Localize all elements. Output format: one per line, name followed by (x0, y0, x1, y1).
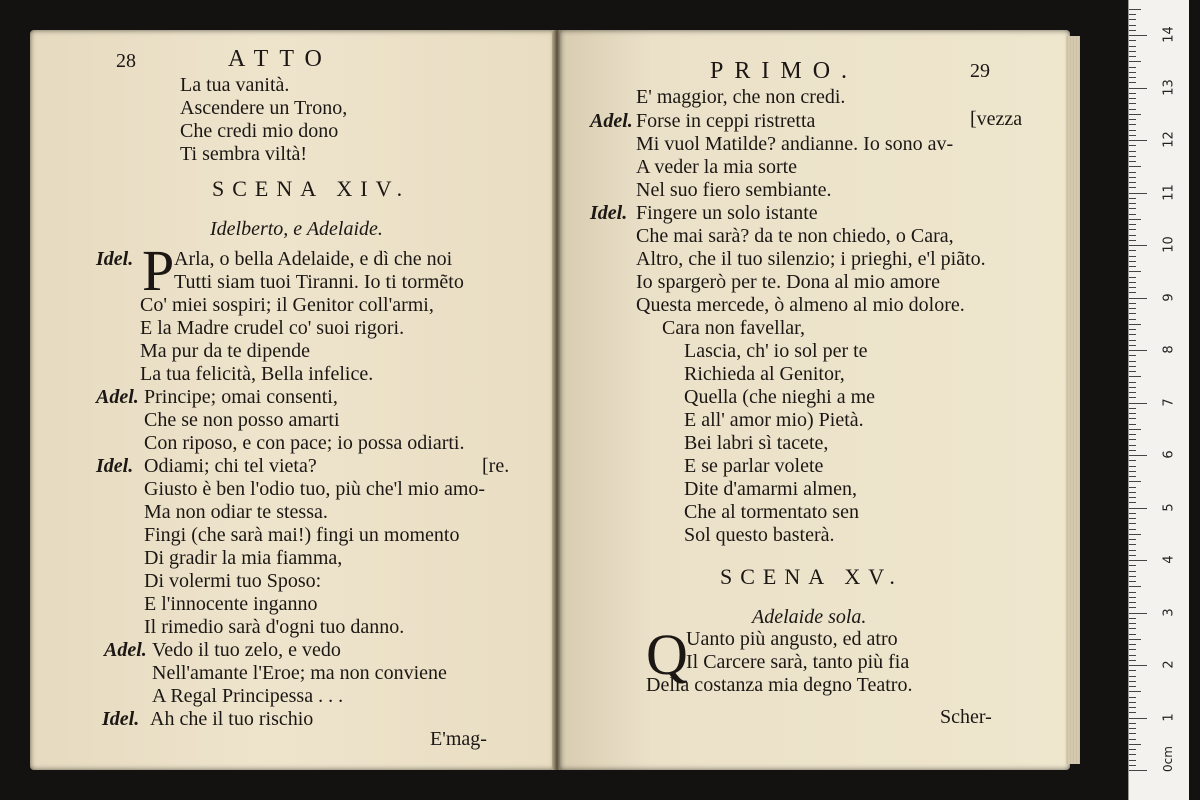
ruler-tick (1129, 518, 1136, 519)
ruler-tick (1129, 476, 1136, 477)
text-line: A Regal Principessa . . . (152, 685, 344, 707)
ruler-tick (1129, 733, 1136, 734)
ruler-tick (1129, 655, 1136, 656)
ruler-tick (1129, 161, 1136, 162)
ruler-tick (1129, 355, 1136, 356)
ruler-tick (1129, 387, 1136, 388)
ruler-tick (1129, 140, 1147, 141)
drop-cap: P (142, 238, 175, 303)
ruler-number: 14 (1161, 26, 1177, 43)
ruler-tick (1129, 691, 1141, 692)
text-line: Forse in ceppi ristretta (636, 110, 816, 132)
ruler-tick (1129, 508, 1147, 509)
ruler-number: 2 (1161, 660, 1177, 669)
ruler-tick (1129, 198, 1136, 199)
ruler-tick (1129, 287, 1136, 288)
ruler-tick (1129, 560, 1147, 561)
aria-line: E all' amor mio) Pietà. (684, 409, 864, 431)
text-line: Questa mercede, ò almeno al mio dolore. (636, 294, 965, 316)
ruler-tick (1129, 261, 1136, 262)
ruler-tick (1129, 665, 1147, 666)
ruler-tick (1129, 61, 1141, 62)
ruler-tick (1129, 513, 1136, 514)
ruler-tick (1129, 481, 1141, 482)
text-line: E' maggior, che non credi. (636, 86, 846, 108)
ruler-tick (1129, 408, 1136, 409)
ruler-tick (1129, 376, 1141, 377)
ruler-tick (1129, 565, 1136, 566)
ruler-tick (1129, 676, 1136, 677)
text-line: Fingi (che sarà mai!) fingi un momento (144, 524, 460, 546)
ruler-tick (1129, 670, 1136, 671)
ruler-tick (1129, 460, 1136, 461)
ruler-tick (1129, 82, 1136, 83)
text-line: Tutti siam tuoi Tiranni. Io ti tormẽto (174, 271, 464, 293)
speaker-label: Adel. (104, 639, 147, 661)
ruler-tick (1129, 308, 1136, 309)
ruler-tick (1129, 534, 1141, 535)
ruler-tick (1129, 413, 1136, 414)
ruler-tick (1129, 130, 1136, 131)
ruler-tick (1129, 418, 1136, 419)
aria-line: Che al tormentato sen (684, 501, 859, 523)
aria-line: Quella (che nieghi a me (684, 386, 876, 408)
text-line: Di gradir la mia fiamma, (144, 547, 343, 569)
aria-line: E se parlar volete (684, 455, 824, 477)
ruler-tick (1129, 529, 1136, 530)
text-line: Ma non odiar te stessa. (144, 501, 328, 523)
ruler-tick (1129, 634, 1136, 635)
text-line: Ascendere un Trono, (180, 97, 348, 119)
right-page (560, 30, 1070, 770)
text-line: A veder la mia sorte (636, 156, 798, 178)
ruler-tick (1129, 98, 1136, 99)
scene-characters: Adelaide sola. (752, 606, 867, 628)
text-line: Con riposo, e con pace; io possa odiarti. (144, 432, 465, 454)
text-line: Uanto più angusto, ed atro (686, 628, 898, 650)
ruler-tick (1129, 581, 1136, 582)
ruler-tick (1129, 224, 1136, 225)
text-line: Altro, che il tuo silenzio; i prieghi, e'l piãto. (636, 248, 986, 270)
ruler-tick (1129, 235, 1136, 236)
drop-cap: Q (646, 622, 688, 687)
aria-line: Lascia, ch' io sol per te (684, 340, 868, 362)
text-line: Co' miei sospiri; il Genitor coll'armi, (140, 294, 434, 316)
ruler-tick (1129, 571, 1136, 572)
text-line: La tua vanità. (180, 74, 290, 96)
ruler-tick (1129, 739, 1136, 740)
ruler-tick (1129, 754, 1136, 755)
ruler-tick (1129, 88, 1147, 89)
ruler-tick (1129, 219, 1141, 220)
ruler-tick (1129, 681, 1136, 682)
left-page (30, 30, 555, 770)
ruler-tick (1129, 177, 1136, 178)
ruler-tick (1129, 361, 1136, 362)
ruler-number: 12 (1161, 131, 1177, 148)
text-line: Il rimedio sarà d'ogni tuo danno. (144, 616, 405, 638)
ruler-tick (1129, 19, 1136, 20)
ruler-tick (1129, 319, 1136, 320)
ruler-tick (1129, 492, 1136, 493)
ruler-tick (1129, 471, 1136, 472)
ruler-number: 3 (1161, 607, 1177, 617)
ruler-tick (1129, 723, 1136, 724)
ruler-tick (1129, 187, 1136, 188)
ruler-tick (1129, 72, 1136, 73)
text-line: La tua felicità, Bella infelice. (140, 363, 374, 385)
ruler-tick (1129, 214, 1136, 215)
ruler-tick (1129, 35, 1147, 36)
ruler-tick (1129, 744, 1141, 745)
turnover-text: [re. (482, 455, 510, 477)
ruler-tick (1129, 702, 1136, 703)
ruler-tick (1129, 303, 1136, 304)
ruler-tick (1129, 434, 1136, 435)
ruler-tick (1129, 245, 1147, 246)
ruler-tick (1129, 602, 1136, 603)
ruler-tick (1129, 182, 1136, 183)
ruler-tick (1129, 544, 1136, 545)
ruler-tick (1129, 697, 1136, 698)
ruler-tick (1129, 282, 1136, 283)
page-edges (1066, 36, 1080, 764)
catchword: Scher- (940, 706, 992, 728)
ruler-number: 11 (1161, 183, 1177, 201)
ruler-tick (1129, 40, 1136, 41)
ruler-number: 10 (1161, 236, 1177, 253)
ruler-tick (1129, 151, 1136, 152)
ruler-tick (1129, 550, 1136, 551)
ruler-tick (1129, 56, 1136, 57)
text-line: Ti sembra viltà! (180, 143, 308, 165)
ruler-tick (1129, 586, 1141, 587)
text-line: Che se non posso amarti (144, 409, 340, 431)
ruler-tick (1129, 455, 1147, 456)
ruler-tick (1129, 397, 1136, 398)
ruler-tick (1129, 266, 1136, 267)
ruler-tick (1129, 623, 1136, 624)
ruler-tick (1129, 539, 1136, 540)
ruler-tick (1129, 193, 1147, 194)
ruler-tick (1129, 25, 1136, 26)
running-head: PRIMO. (710, 58, 859, 84)
text-line: Della costanza mia degno Teatro. (646, 674, 913, 696)
ruler-tick (1129, 229, 1136, 230)
text-line: Nell'amante l'Eroe; ma non conviene (152, 662, 447, 684)
text-line: Odiami; chi tel vieta? (144, 455, 317, 477)
ruler-tick (1129, 765, 1136, 766)
text-line: Giusto è ben l'odio tuo, più che'l mio amo- (144, 478, 486, 500)
ruler-tick (1129, 639, 1141, 640)
ruler-tick (1129, 109, 1136, 110)
ruler-unit-label: 0cm (1160, 746, 1175, 772)
ruler-tick (1129, 487, 1136, 488)
ruler-tick (1129, 576, 1136, 577)
speaker-label: Idel. (590, 202, 628, 224)
ruler-tick (1129, 382, 1136, 383)
ruler-tick (1129, 67, 1136, 68)
text-line: Arla, o bella Adelaide, e dì che noi (174, 248, 453, 270)
text-line: E l'innocente inganno (144, 593, 318, 615)
text-line: Principe; omai consenti, (144, 386, 338, 408)
ruler-tick (1129, 166, 1141, 167)
ruler-tick (1129, 429, 1141, 430)
ruler-tick (1129, 203, 1136, 204)
ruler-tick (1129, 760, 1136, 761)
aria-line: Bei labri sì tacete, (684, 432, 829, 454)
text-line: Ma pur da te dipende (140, 340, 310, 362)
ruler-tick (1129, 51, 1136, 52)
ruler-tick (1129, 250, 1136, 251)
speaker-label: Adel. (590, 110, 633, 132)
text-line: E la Madre crudel co' suoi rigori. (140, 317, 405, 339)
ruler-tick (1129, 628, 1136, 629)
text-line: Ah che il tuo rischio (150, 708, 314, 730)
text-line: Il Carcere sarà, tanto più fia (686, 651, 910, 673)
text-line: Fingere un solo istante (636, 202, 818, 224)
text-line: Nel suo fiero sembiante. (636, 179, 832, 201)
catchword: E'mag- (430, 728, 487, 750)
ruler-tick (1129, 424, 1136, 425)
ruler-tick (1129, 392, 1136, 393)
running-head: ATTO (228, 46, 333, 72)
ruler-tick (1129, 728, 1136, 729)
speaker-label: Idel. (102, 708, 140, 730)
ruler-tick (1129, 114, 1141, 115)
text-line: Che credi mio dono (180, 120, 339, 142)
ruler-tick (1129, 660, 1136, 661)
ruler-tick (1129, 172, 1136, 173)
ruler-number: 5 (1161, 502, 1177, 512)
page-number: 28 (116, 50, 136, 72)
ruler-tick (1129, 292, 1136, 293)
ruler-number: 7 (1161, 397, 1177, 407)
ruler-tick (1129, 46, 1136, 47)
text-line: Vedo il tuo zelo, e vedo (152, 639, 341, 661)
scene-title: SCENA XIV. (212, 176, 411, 201)
ruler-tick (1129, 497, 1136, 498)
aria-line: Sol questo basterà. (684, 524, 835, 546)
ruler-number: 9 (1161, 292, 1177, 302)
ruler-tick (1129, 340, 1136, 341)
ruler-tick (1129, 749, 1136, 750)
ruler-tick (1129, 618, 1136, 619)
ruler-number: 13 (1161, 78, 1177, 96)
speaker-label: Adel. (96, 386, 139, 408)
ruler-tick (1129, 644, 1136, 645)
ruler-tick (1129, 592, 1136, 593)
ruler-tick (1129, 439, 1136, 440)
measuring-ruler (1128, 0, 1189, 800)
ruler-tick (1129, 256, 1136, 257)
ruler-tick (1129, 613, 1147, 614)
ruler-tick (1129, 30, 1136, 31)
text-line: Che mai sarà? da te non chiedo, o Cara, (636, 225, 954, 247)
ruler-tick (1129, 350, 1147, 351)
ruler-tick (1129, 712, 1136, 713)
text-line: Mi vuol Matilde? andianne. Io sono av- (636, 133, 954, 155)
ruler-tick (1129, 502, 1136, 503)
text-line: Io spargerò per te. Dona al mio amore (636, 271, 940, 293)
ruler-tick (1129, 366, 1136, 367)
ruler-number: 1 (1161, 712, 1177, 722)
ruler-tick (1129, 156, 1136, 157)
ruler-tick (1129, 371, 1136, 372)
ruler-tick (1129, 240, 1136, 241)
ruler-tick (1129, 124, 1136, 125)
ruler-tick (1129, 103, 1136, 104)
ruler-tick (1129, 135, 1136, 136)
ruler-tick (1129, 718, 1147, 719)
ruler-tick (1129, 298, 1147, 299)
ruler-tick (1129, 770, 1147, 771)
ruler-tick (1129, 313, 1136, 314)
ruler-tick (1129, 345, 1136, 346)
aria-line: Richieda al Genitor, (684, 363, 845, 385)
ruler-tick (1129, 707, 1136, 708)
ruler-tick (1129, 334, 1136, 335)
ruler-tick (1129, 14, 1136, 15)
ruler-tick (1129, 607, 1136, 608)
page-number: 29 (970, 60, 990, 82)
ruler-tick (1129, 686, 1136, 687)
scene-title: SCENA XV. (720, 564, 903, 589)
ruler-tick (1129, 466, 1136, 467)
ruler-tick (1129, 277, 1136, 278)
ruler-tick (1129, 271, 1141, 272)
ruler-tick (1129, 9, 1141, 10)
ruler-tick (1129, 329, 1136, 330)
ruler-number: 8 (1161, 345, 1177, 354)
ruler-tick (1129, 93, 1136, 94)
ruler-tick (1129, 450, 1136, 451)
ruler-tick (1129, 145, 1136, 146)
aria-line: Cara non favellar, (662, 317, 806, 339)
ruler-tick (1129, 77, 1136, 78)
ruler-number: 4 (1161, 555, 1177, 564)
ruler-tick (1129, 445, 1136, 446)
scene-characters: Idelberto, e Adelaide. (210, 218, 383, 240)
ruler-tick (1129, 119, 1136, 120)
ruler-tick (1129, 649, 1136, 650)
ruler-tick (1129, 555, 1136, 556)
ruler-number: 6 (1161, 450, 1177, 459)
speaker-label: Idel. (96, 248, 134, 270)
ruler-tick (1129, 208, 1136, 209)
text-line: Di volermi tuo Sposo: (144, 570, 322, 592)
ruler-tick (1129, 403, 1147, 404)
speaker-label: Idel. (96, 455, 134, 477)
ruler-tick (1129, 523, 1136, 524)
aria-line: Dite d'amarmi almen, (684, 478, 857, 500)
ruler-tick (1129, 324, 1141, 325)
ruler-tick (1129, 597, 1136, 598)
turnover-text: [vezza (970, 108, 1023, 130)
